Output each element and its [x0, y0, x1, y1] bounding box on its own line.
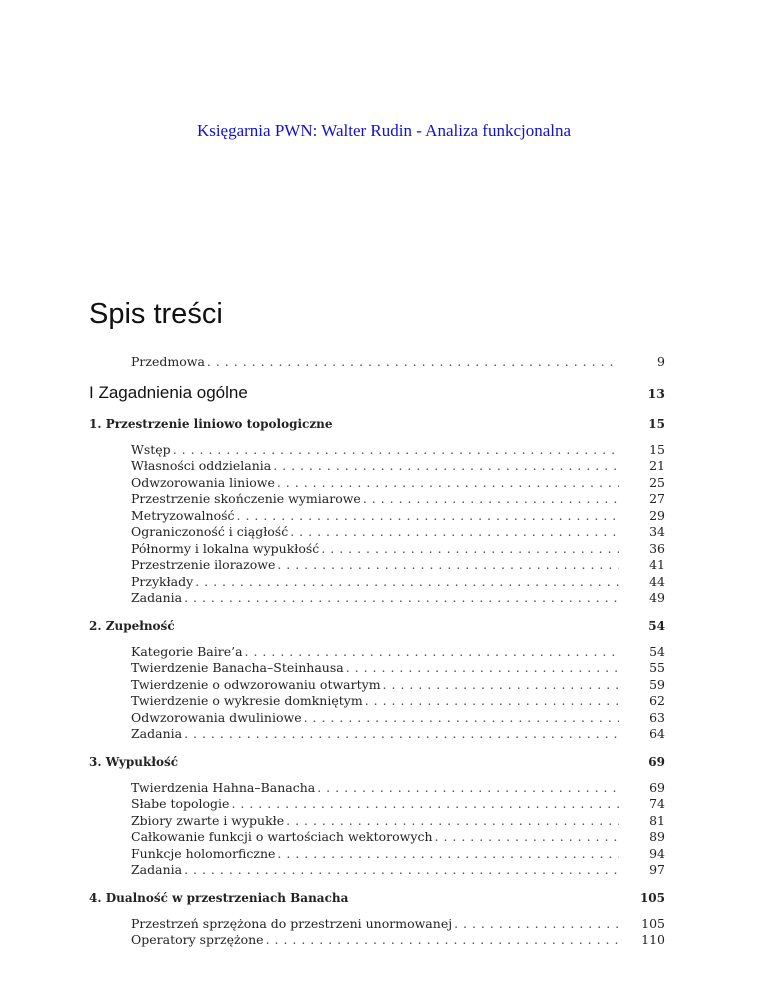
- toc-entry[interactable]: [89, 660, 665, 677]
- toc-entry-page: 97: [649, 862, 665, 877]
- toc-entry-page: 34: [649, 524, 665, 539]
- toc-chapter[interactable]: [89, 619, 665, 635]
- toc-entry-page: 55: [649, 660, 665, 675]
- toc-entry[interactable]: [89, 574, 665, 591]
- toc-entry-page: 110: [641, 932, 665, 947]
- toc-entry-label: Wstęp: [131, 441, 171, 457]
- toc-entry-page: 59: [649, 676, 665, 692]
- toc-entry-label: Całkowanie funkcji o wartościach wektorowych: [131, 829, 433, 844]
- toc-entry[interactable]: [89, 693, 665, 710]
- toc-entry[interactable]: [89, 677, 665, 694]
- toc-entry-label: Kategorie Baire’a: [131, 643, 243, 659]
- toc-entry-label: Operatory sprzężone: [131, 932, 264, 947]
- dot-leader: [184, 590, 619, 607]
- toc-chapter-page: 54: [648, 618, 665, 633]
- toc-entry[interactable]: [89, 829, 665, 846]
- toc-chapter[interactable]: [89, 891, 665, 907]
- toc-entry-page: 81: [649, 812, 665, 828]
- dot-leader: [363, 491, 619, 508]
- toc-entry-label: Zadania: [131, 590, 183, 605]
- toc-entry[interactable]: [89, 524, 665, 541]
- toc-entry[interactable]: [89, 644, 665, 661]
- dot-leader: [245, 644, 619, 661]
- toc-entry-page: 94: [649, 845, 665, 861]
- toc-entry-label: Zadania: [131, 862, 183, 877]
- toc-part-page: 13: [647, 385, 665, 401]
- dot-leader: [365, 693, 619, 710]
- toc-entry-page: 64: [649, 726, 665, 741]
- toc-entry-page: 89: [649, 829, 665, 844]
- toc-entry-label: Zadania: [131, 726, 183, 741]
- dot-leader: [195, 574, 619, 591]
- dot-leader: [290, 524, 619, 541]
- toc-entry-label: Słabe topologie: [131, 796, 230, 811]
- toc-entry-label: Odwzorowania dwuliniowe: [131, 709, 302, 725]
- toc-entry-page: 105: [641, 915, 665, 931]
- toc-entry[interactable]: [89, 442, 665, 459]
- toc-entry-page: 63: [649, 709, 665, 725]
- toc-entry-page: 9: [657, 354, 665, 369]
- toc-entry-label: Twierdzenie o wykresie domkniętym: [131, 693, 363, 708]
- table-of-contents: [89, 354, 665, 949]
- toc-entry-label: Przykłady: [131, 573, 194, 589]
- toc-entry-label: Metryzowalność: [131, 507, 235, 523]
- toc-chapter-title: 3. Wypukłość: [89, 754, 179, 769]
- dot-leader: [383, 677, 619, 694]
- toc-entry-label: Przedmowa: [131, 354, 205, 369]
- dot-leader: [266, 932, 619, 949]
- toc-entry-preface[interactable]: [89, 354, 665, 371]
- toc-entry-page: 62: [649, 693, 665, 708]
- toc-entry[interactable]: [89, 813, 665, 830]
- dot-leader: [454, 916, 619, 933]
- dot-leader: [207, 354, 619, 371]
- toc-entry[interactable]: [89, 557, 665, 574]
- toc-entry-label: Zbiory zwarte i wypukłe: [131, 812, 285, 828]
- bookstore-link[interactable]: Księgarnia PWN: Walter Rudin - Analiza funkcjonalna: [196, 121, 572, 140]
- toc-entry-label: Twierdzenie Banacha–Steinhausa: [131, 660, 344, 675]
- dot-leader: [273, 458, 619, 475]
- toc-chapters: [89, 417, 665, 949]
- toc-entry[interactable]: [89, 796, 665, 813]
- toc-entry-page: 21: [649, 458, 665, 473]
- toc-entry-page: 27: [649, 491, 665, 506]
- toc-entry[interactable]: [89, 590, 665, 607]
- toc-chapter-page: 15: [648, 416, 665, 431]
- dot-leader: [317, 780, 619, 797]
- dot-leader: [237, 508, 619, 525]
- toc-entry[interactable]: [89, 862, 665, 879]
- toc-entry-label: Twierdzenia Hahna–Banacha: [131, 779, 316, 795]
- toc-entry-page: 36: [649, 540, 665, 556]
- toc-chapter-page: 105: [639, 890, 665, 905]
- toc-part[interactable]: [89, 383, 665, 405]
- dot-leader: [231, 796, 619, 813]
- toc-entry-label: Ograniczoność i ciągłość: [131, 524, 289, 539]
- toc-entry-page: 44: [649, 573, 665, 589]
- toc-chapter-title: 1. Przestrzenie liniowo topologiczne: [89, 416, 333, 431]
- dot-leader: [286, 813, 619, 830]
- toc-entry[interactable]: [89, 846, 665, 863]
- toc-entry-page: 15: [649, 441, 665, 457]
- toc-entry-page: 74: [649, 796, 665, 811]
- toc-entry[interactable]: [89, 475, 665, 492]
- toc-entry[interactable]: [89, 541, 665, 558]
- toc-entry-label: Funkcje holomorficzne: [131, 845, 276, 861]
- dot-leader: [435, 829, 620, 846]
- toc-entry-page: 69: [649, 779, 665, 795]
- toc-entry[interactable]: [89, 932, 665, 949]
- toc-entry-label: Przestrzenie ilorazowe: [131, 557, 276, 572]
- toc-chapter-title: 4. Dualność w przestrzeniach Banacha: [89, 890, 349, 905]
- toc-entry[interactable]: [89, 780, 665, 797]
- toc-entry-label: Odwzorowania liniowe: [131, 474, 275, 490]
- toc-entry[interactable]: [89, 458, 665, 475]
- toc-entry-page: 49: [649, 590, 665, 605]
- dot-leader: [346, 660, 619, 677]
- toc-entry-label: Twierdzenie o odwzorowaniu otwartym: [131, 676, 381, 692]
- toc-entry[interactable]: [89, 916, 665, 933]
- dot-leader: [184, 726, 619, 743]
- dot-leader: [277, 475, 619, 492]
- toc-entry[interactable]: [89, 491, 665, 508]
- toc-entry-label: Przestrzeń sprzężona do przestrzeni unormowanej: [131, 915, 453, 931]
- toc-entry[interactable]: [89, 508, 665, 525]
- toc-entry-page: 41: [649, 557, 665, 572]
- toc-entry[interactable]: [89, 710, 665, 727]
- toc-chapter[interactable]: [89, 417, 665, 433]
- toc-entry-page: 29: [649, 507, 665, 523]
- dot-leader: [173, 442, 619, 459]
- toc-entry-label: Półnormy i lokalna wypukłość: [131, 540, 320, 556]
- dot-leader: [304, 710, 619, 727]
- toc-entry[interactable]: [89, 726, 665, 743]
- toc-chapter-title: 2. Zupełność: [89, 618, 175, 633]
- toc-entry-page: 25: [649, 474, 665, 490]
- toc-part-label: I Zagadnienia ogólne: [89, 382, 248, 402]
- toc-entry-page: 54: [649, 643, 665, 659]
- toc-entry-label: Własności oddzielania: [131, 458, 272, 473]
- toc-chapter-page: 69: [648, 754, 665, 769]
- toc-entry-label: Przestrzenie skończenie wymiarowe: [131, 491, 361, 506]
- dot-leader: [321, 541, 619, 558]
- page-title: Spis treści: [89, 298, 223, 330]
- toc-chapter[interactable]: [89, 755, 665, 771]
- dot-leader: [277, 557, 619, 574]
- dot-leader: [184, 862, 619, 879]
- dot-leader: [277, 846, 619, 863]
